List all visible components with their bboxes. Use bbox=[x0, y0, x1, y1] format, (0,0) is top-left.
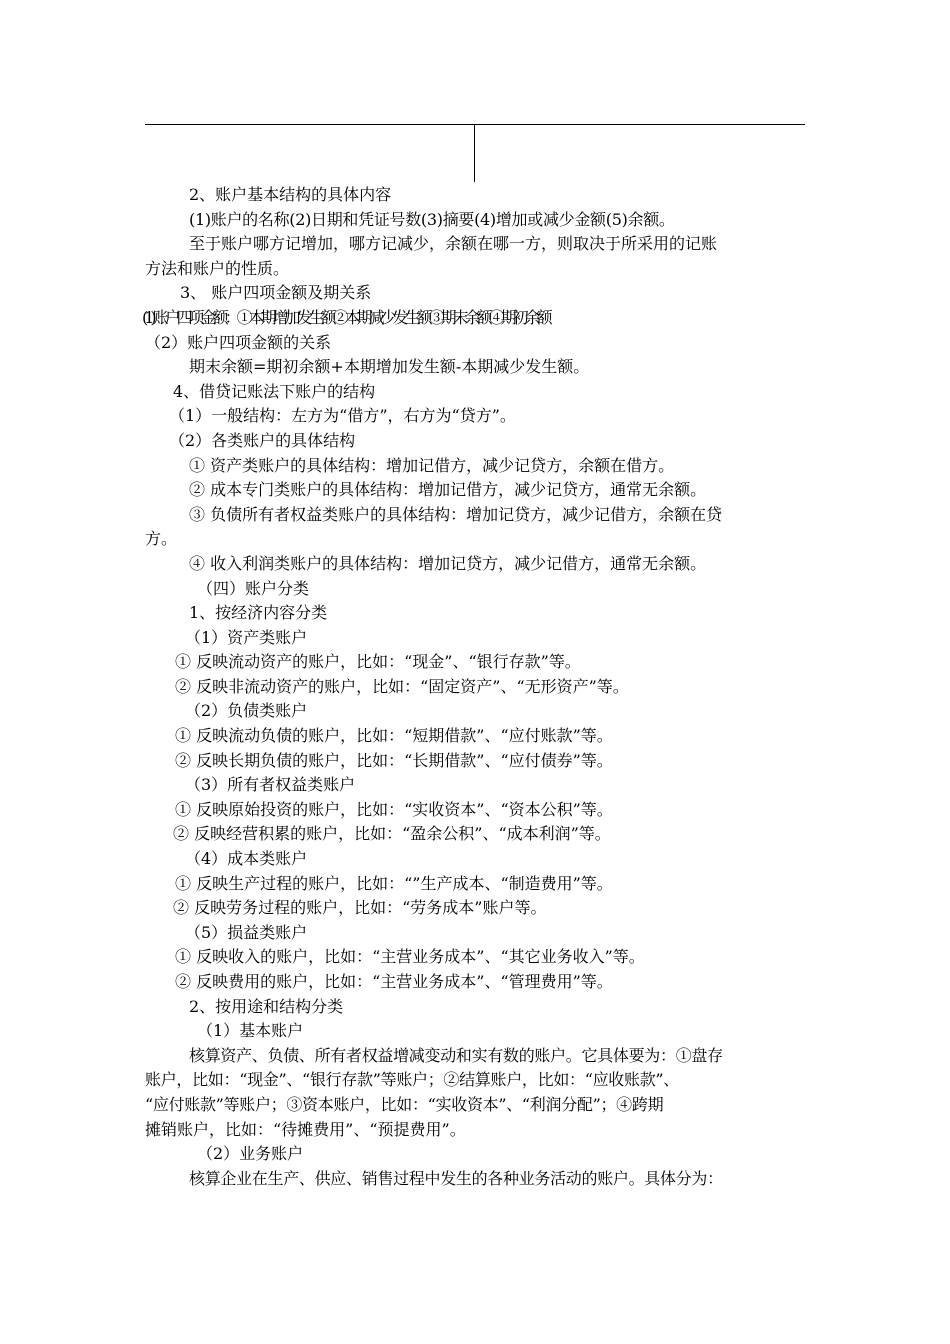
sub-heading: 2、按用途和结构分类 bbox=[189, 996, 344, 1016]
sub-heading: （1）资产类账户 bbox=[185, 627, 308, 647]
sub-heading: （5）损益类账户 bbox=[185, 922, 308, 942]
list-item: ① 反映原始投资的账户，比如：“实收资本”、“资本公积”等。 bbox=[175, 799, 613, 819]
header-rule bbox=[145, 124, 805, 125]
section-heading: 4、借贷记账法下账户的结构 bbox=[173, 381, 376, 401]
list-item: ③ 负债所有者权益类账户的具体结构：增加记贷方，减少记借方，余额在贷 bbox=[189, 504, 723, 524]
header-divider bbox=[474, 124, 475, 182]
sub-heading: （2）各类账户的具体结构 bbox=[169, 430, 356, 450]
list-item: ② 反映长期负债的账户，比如：“长期借款”、“应付债券”等。 bbox=[175, 750, 613, 770]
list-item: ① 反映生产过程的账户，比如：“”生产成本、“制造费用”等。 bbox=[175, 873, 613, 893]
paragraph-line: “应付账款”等账户；③资本账户，比如：“实收资本”、“利润分配”；④跨期 bbox=[145, 1094, 664, 1114]
paragraph-line: (1)账户四项金额：①本期增加发生额②本期减少发生额③期末余额④期初余额 bbox=[142, 307, 549, 327]
paragraph-line: 核算企业在生产、供应、销售过程中发生的各种业务活动的账户。具体分为： bbox=[189, 1168, 723, 1188]
list-item: ① 反映流动负债的账户，比如：“短期借款”、“应付账款”等。 bbox=[175, 726, 613, 746]
sub-heading: 1、按经济内容分类 bbox=[189, 603, 328, 623]
section-heading: 2、账户基本结构的具体内容 bbox=[189, 185, 392, 204]
sub-heading: （2）账户四项金额的关系 bbox=[145, 332, 332, 352]
paragraph-line: 方法和账户的性质。 bbox=[145, 258, 290, 278]
sub-heading: （2）业务账户 bbox=[197, 1144, 304, 1164]
list-item: ② 反映费用的账户，比如：“主营业务成本”、“管理费用”等。 bbox=[175, 972, 613, 991]
sub-heading: （4）成本类账户 bbox=[185, 849, 308, 869]
list-item: ① 资产类账户的具体结构：增加记借方，减少记贷方，余额在借方。 bbox=[189, 455, 675, 475]
list-item: ① 反映流动资产的账户，比如：“现金”、“银行存款”等。 bbox=[175, 652, 581, 672]
section-heading: （四）账户分类 bbox=[197, 578, 310, 598]
list-item: ② 反映非流动资产的账户，比如：“固定资产”、“无形资产”等。 bbox=[175, 676, 629, 696]
sub-heading: （3）所有者权益类账户 bbox=[185, 775, 356, 795]
paragraph-line: 核算资产、负债、所有者权益增减变动和实有数的账户。它具体要为：①盘存 bbox=[189, 1045, 723, 1065]
paragraph-line: （1）一般结构：左方为“借方”，右方为“贷方”。 bbox=[169, 406, 516, 426]
paragraph-line: (1)账户的名称(2)日期和凭证号数(3)摘要(4)增加或减少金额(5)余额。 bbox=[189, 209, 675, 229]
paragraph-line: 至于账户哪方记增加，哪方记减少，余额在哪一方，则取决于所采用的记账 bbox=[189, 234, 718, 254]
list-item: ④ 收入利润类账户的具体结构：增加记贷方，减少记借方，通常无余额。 bbox=[189, 553, 707, 573]
paragraph-line: 摊销账户，比如：“待摊费用”、“预提费用”。 bbox=[145, 1119, 466, 1139]
section-heading: 3、 账户四项金额及期关系 bbox=[180, 283, 372, 303]
document-body bbox=[142, 183, 810, 1191]
list-item-continuation: 方。 bbox=[145, 529, 178, 549]
paragraph-line: 期末余额=期初余额+本期增加发生额-本期减少发生额。 bbox=[189, 357, 590, 377]
sub-heading: （2）负债类账户 bbox=[185, 701, 308, 721]
list-item: ② 成本专门类账户的具体结构：增加记借方，减少记贷方，通常无余额。 bbox=[189, 480, 707, 500]
list-item: ② 反映经营积累的账户，比如：“盈余公积”、“成本利润”等。 bbox=[173, 824, 611, 844]
sub-heading: （1）基本账户 bbox=[197, 1021, 304, 1041]
list-item: ② 反映劳务过程的账户，比如：“劳务成本”账户等。 bbox=[173, 898, 547, 918]
list-item: ① 反映收入的账户，比如：“主营业务成本”、“其它业务收入”等。 bbox=[175, 947, 645, 967]
paragraph-line: 账户，比如：“现金”、“银行存款”等账户；②结算账户，比如：“应收账款”、 bbox=[145, 1070, 679, 1090]
